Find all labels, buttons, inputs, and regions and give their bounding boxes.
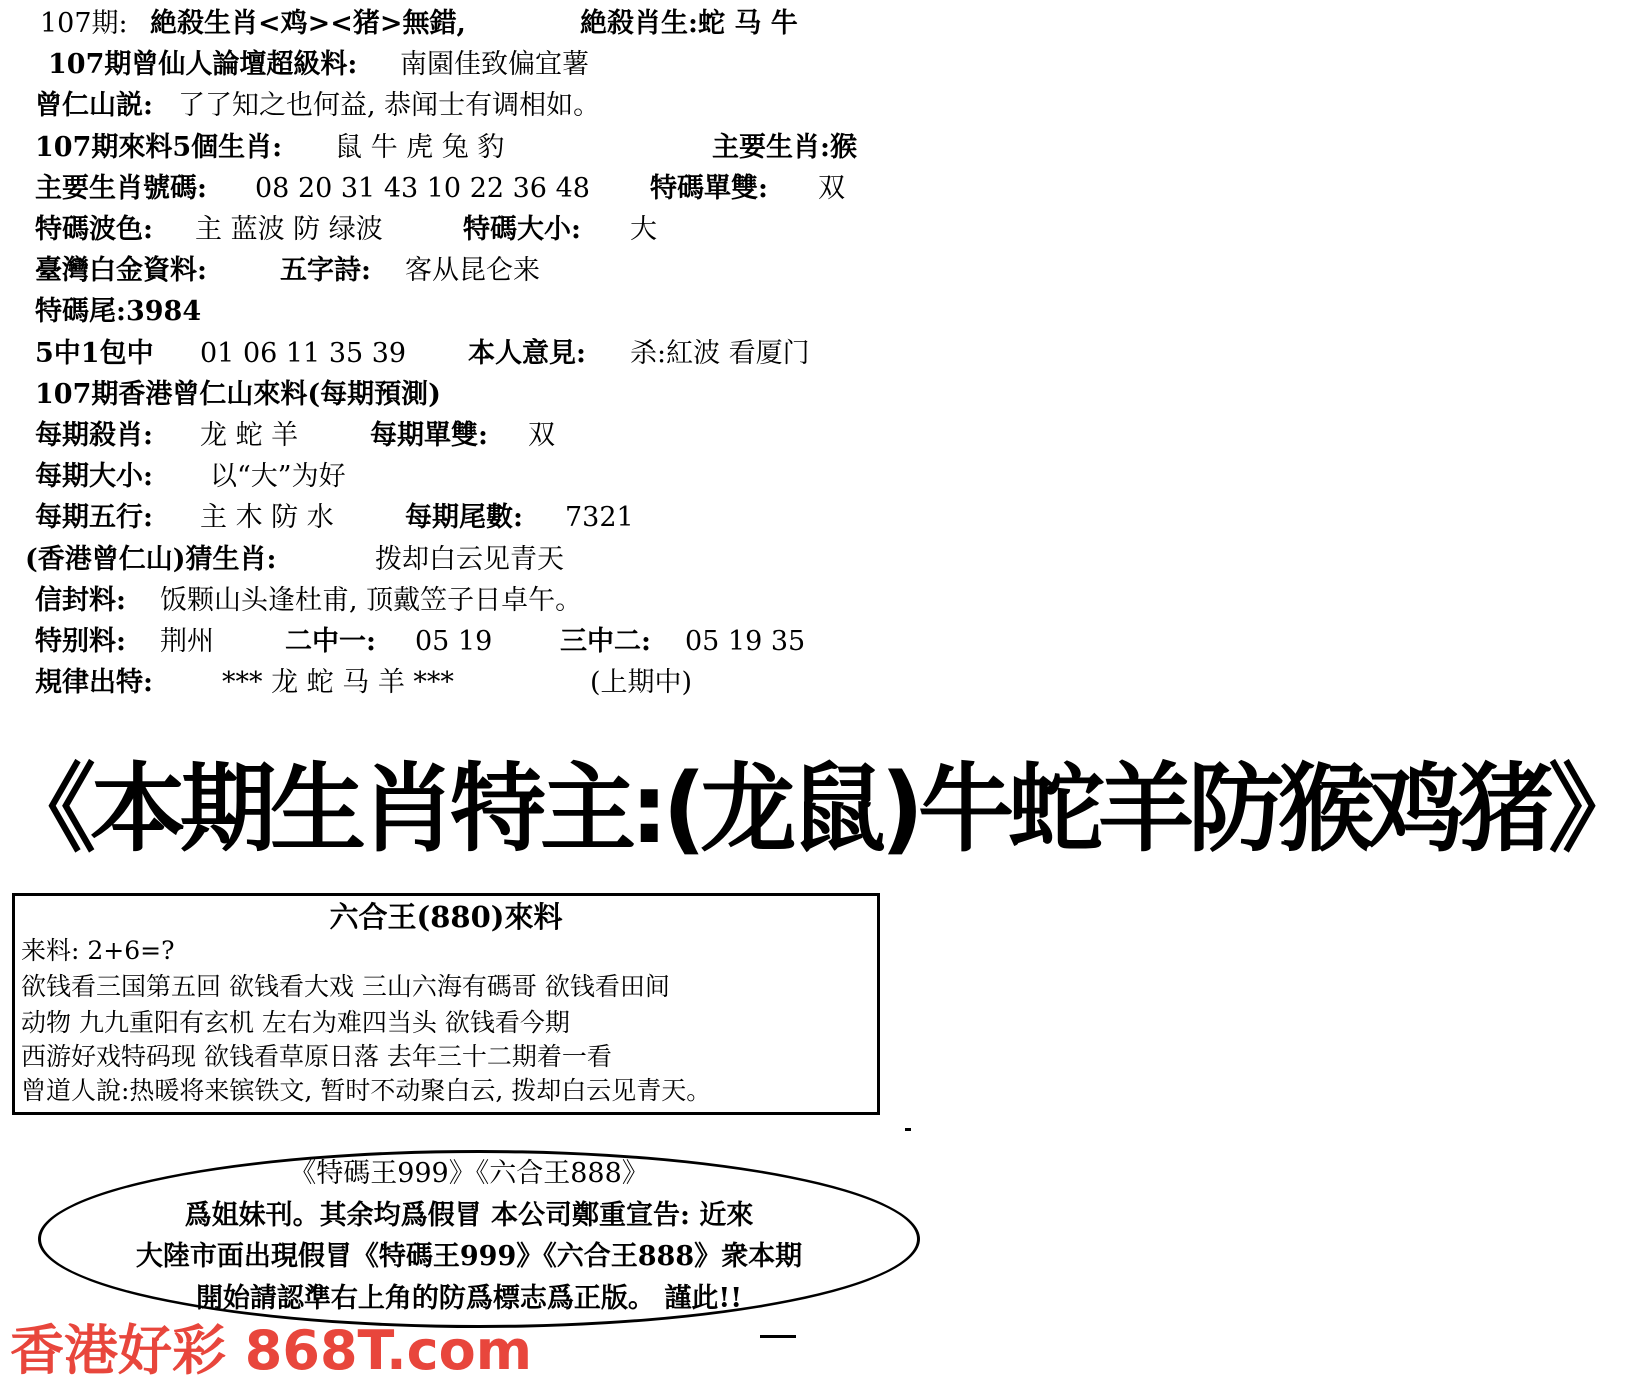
line-segment: 杀:紅波 看厦门 <box>630 337 810 369</box>
line-segment: 双 <box>528 420 555 451</box>
line-segment: 臺灣白金資料: <box>35 255 207 287</box>
liuhewang-box <box>12 893 880 1115</box>
line-segment: (上期中) <box>590 667 693 699</box>
line-segment: 每期殺肖: <box>35 420 153 451</box>
line-segment: 大 <box>630 214 657 245</box>
line-segment: 双 <box>818 172 845 204</box>
text-line <box>0 416 938 456</box>
line-segment: 龙 蛇 羊 <box>200 420 299 451</box>
line-segment: (香港曾仁山)猜生肖: <box>25 543 277 575</box>
line-segment: 二中一: <box>285 626 376 657</box>
notice-line: 爲姐妹刊。其余均爲假冒 本公司鄭重宣告: 近來 <box>184 1200 754 1231</box>
text-line <box>0 251 938 291</box>
notice-line: 《特碼王999》《六合王888》 <box>289 1158 649 1189</box>
text-line <box>0 210 938 250</box>
line-segment: 特碼單雙: <box>650 172 768 204</box>
line-segment: 每期五行: <box>35 502 153 534</box>
line-segment: 絶殺生肖<鸡><猪>無錯, <box>150 8 466 39</box>
line-segment: 特碼波色: <box>35 214 153 245</box>
line-segment: 107期: <box>40 8 128 39</box>
line-segment: 特碼大小: <box>463 214 581 245</box>
line-segment: 了了知之也何益, 恭闻士有调相如。 <box>178 90 601 122</box>
text-line <box>0 540 938 580</box>
line-segment: 5中1包中 <box>35 337 154 369</box>
line-segment: 曾仁山説: <box>35 90 153 122</box>
line-segment: 每期大小: <box>35 461 153 493</box>
text-line <box>0 581 938 621</box>
line-segment: 107期來料5個生肖: <box>35 131 283 163</box>
box-line: 西游好戏特码现 欲钱看草原日落 去年三十二期着一看 <box>21 1042 612 1071</box>
text-line <box>0 334 938 374</box>
text-line <box>0 169 938 209</box>
line-segment: 鼠 牛 虎 兔 豹 <box>335 131 505 163</box>
line-segment: 01 06 11 35 39 <box>200 337 407 369</box>
speck-mark <box>905 1128 911 1131</box>
text-line <box>0 4 938 44</box>
text-line <box>0 663 938 703</box>
line-segment: 7321 <box>565 502 634 534</box>
box-line: 动物 九九重阳有玄机 左右为难四当头 欲钱看今期 <box>21 1008 570 1037</box>
scribble-mark <box>760 1335 796 1338</box>
line-segment: 主要生肖號碼: <box>35 172 207 204</box>
line-segment: 每期尾數: <box>405 502 523 534</box>
line-segment: 本人意見: <box>468 337 586 369</box>
line-segment: 南園佳致偏宜薯 <box>400 49 589 81</box>
line-segment: 08 20 31 43 10 22 36 48 <box>255 172 590 204</box>
line-segment: 特别料: <box>35 626 126 657</box>
line-segment: 05 19 <box>415 626 493 657</box>
line-segment: 客从昆仑来 <box>405 255 540 287</box>
text-line <box>0 45 938 85</box>
box-line: 欲钱看三国第五回 欲钱看大戏 三山六海有碼哥 欲钱看田间 <box>21 972 670 1001</box>
line-segment: 05 19 35 <box>685 626 806 657</box>
line-segment: 規律出特: <box>35 667 153 699</box>
notice-line: 開始請認準右上角的防爲標志爲正版。 謹此!! <box>195 1283 743 1314</box>
text-line <box>0 86 938 126</box>
line-segment: 荆州 <box>160 626 214 657</box>
line-segment: 饭颗山头逢杜甫, 顶戴笠子日卓午。 <box>160 584 583 616</box>
box-line: 来料: 2+6=? <box>21 936 175 965</box>
text-line <box>0 457 938 497</box>
box-title: 六合王(880)來料 <box>329 900 563 934</box>
notice-line: 大陸市面出現假冒《特碼王999》《六合王888》衆本期 <box>135 1241 803 1272</box>
line-segment: 主 木 防 水 <box>200 502 334 534</box>
line-segment: 特碼尾:3984 <box>35 296 202 328</box>
line-segment: 107期香港曾仁山來料(每期預測) <box>35 378 441 410</box>
zodiac-banner: 《本期生肖特主:(龙鼠)牛蛇羊防猴鸡猪》 <box>0 753 1638 865</box>
text-line <box>0 375 938 415</box>
line-segment: 絶殺肖生:蛇 马 牛 <box>580 8 798 39</box>
line-segment: 以“大”为好 <box>210 461 346 493</box>
line-segment: 每期單雙: <box>370 420 488 451</box>
line-segment: 信封料: <box>35 584 126 616</box>
text-line <box>0 128 938 168</box>
box-line: 曾道人說:热暖将来镔铁文, 暂时不动聚白云, 拨却白云见青天。 <box>21 1076 712 1105</box>
site-watermark: 香港好彩 868T.com <box>10 1319 533 1382</box>
line-segment: 拨却白云见青天 <box>375 543 564 575</box>
text-line <box>0 622 938 662</box>
text-line <box>0 292 938 332</box>
line-segment: *** 龙 蛇 马 羊 *** <box>222 667 454 699</box>
line-segment: 主要生肖:猴 <box>712 131 857 163</box>
line-segment: 三中二: <box>560 626 651 657</box>
line-segment: 五字詩: <box>280 255 371 287</box>
line-segment: 主 蓝波 防 绿波 <box>195 214 383 245</box>
text-line <box>0 498 938 538</box>
line-segment: 107期曾仙人論壇超級料: <box>48 49 358 81</box>
